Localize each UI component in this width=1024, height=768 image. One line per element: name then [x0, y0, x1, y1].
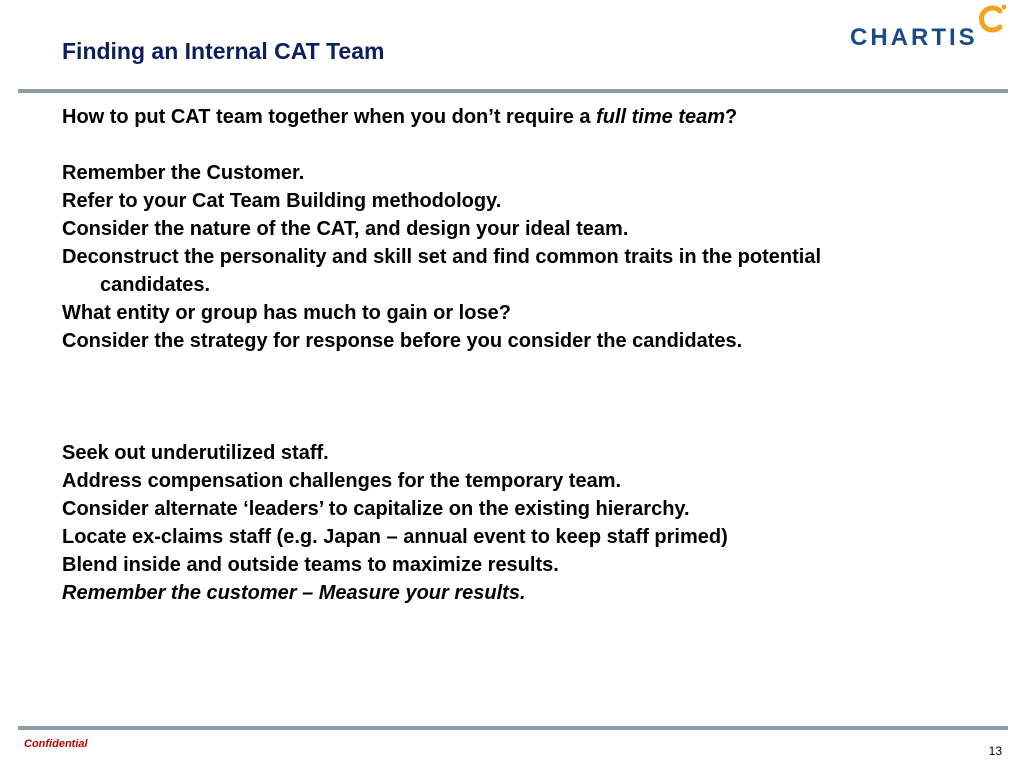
list-item: What entity or group has much to gain or lose? — [62, 302, 511, 324]
question-emphasis: full time team — [596, 106, 726, 128]
list-item: Refer to your Cat Team Building methodology. — [62, 190, 502, 212]
closing-line: Remember the customer – Measure your results. — [62, 582, 526, 604]
logo-mark-icon — [974, 4, 1010, 40]
page-number: 13 — [988, 744, 1002, 758]
confidential-label: Confidential — [24, 738, 88, 750]
list-item: Consider alternate ‘leaders’ to capitalize on the existing hierarchy. — [62, 498, 690, 520]
spacer — [62, 355, 1002, 439]
list-item: Seek out underutilized staff. — [62, 442, 329, 464]
list-item-continuation: candidates. — [100, 274, 211, 296]
chartis-logo — [846, 4, 1011, 50]
list-item: Consider the nature of the CAT, and design your ideal team. — [62, 218, 629, 240]
list-item: Address compensation challenges for the temporary team. — [62, 470, 622, 492]
intro-question — [62, 103, 1002, 131]
spacer — [62, 131, 1002, 159]
page-title: Finding an Internal CAT Team — [62, 38, 385, 64]
list-item: Deconstruct the personality and skill set and find common traits in the potential — [62, 246, 822, 268]
list-item: Locate ex-claims staff (e.g. Japan – annual event to keep staff primed) — [62, 526, 728, 548]
slide-body — [62, 103, 1002, 607]
question-suffix: ? — [725, 106, 738, 128]
list-item: Consider the strategy for response before you consider the candidates. — [62, 330, 743, 352]
question-prefix: How to put CAT team together when you don’t require a — [62, 106, 597, 128]
logo-wordmark: CHARTIS — [850, 24, 978, 51]
footer-divider — [18, 726, 1008, 730]
list-item: Remember the Customer. — [62, 162, 305, 184]
list-item: Blend inside and outside teams to maximize results. — [62, 554, 559, 576]
header-divider — [18, 89, 1008, 93]
